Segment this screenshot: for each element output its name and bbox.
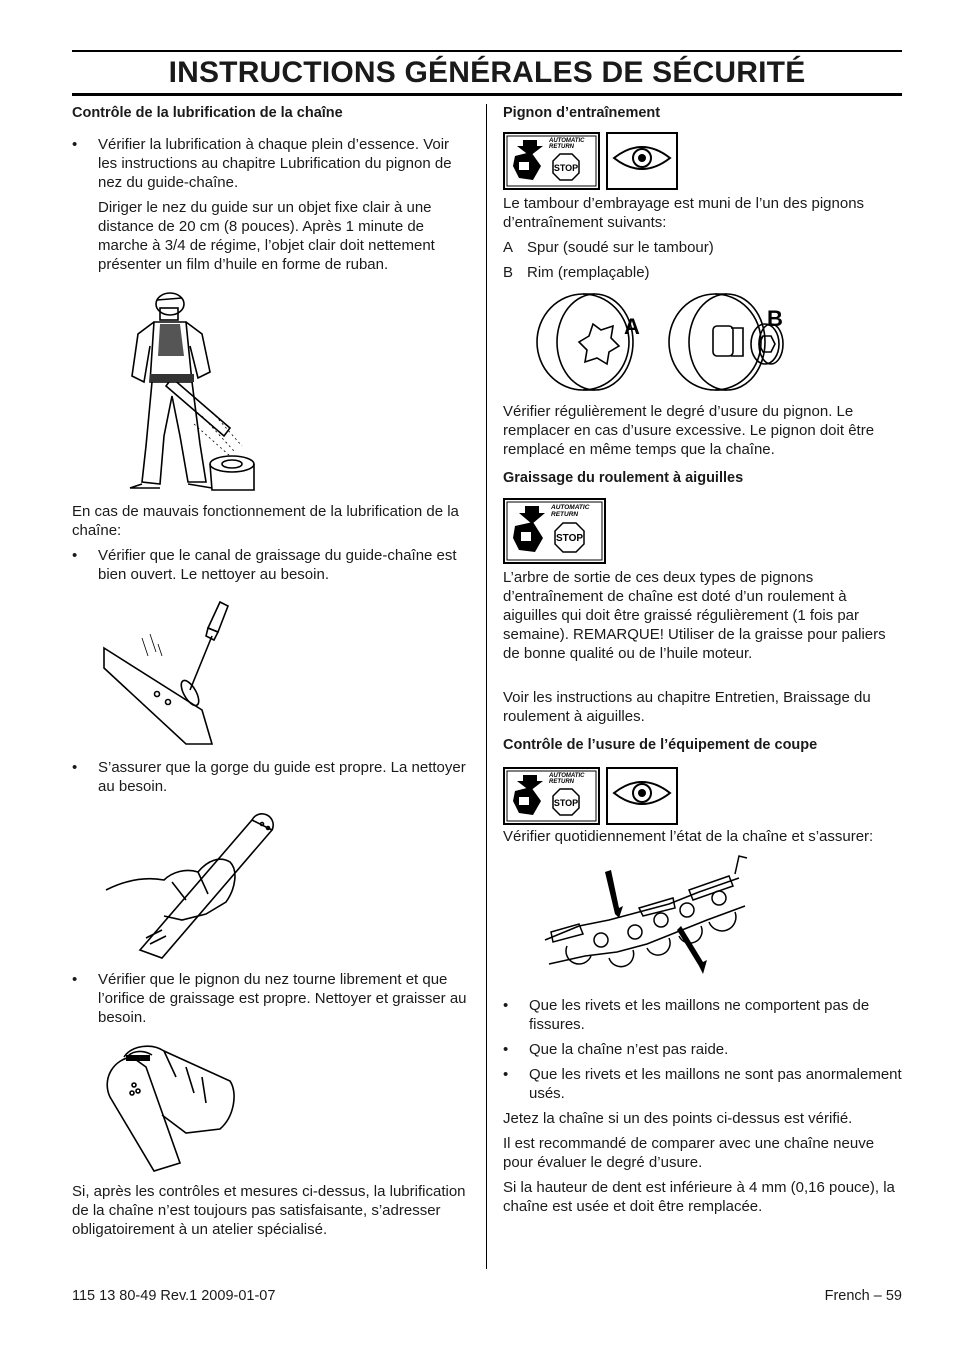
icon2-text-return: RETURN (551, 511, 579, 518)
paragraph-clutch-drum: Le tambour d’embrayage est muni de l’un des pignons d’entraînement suivants: (503, 195, 865, 231)
eye-inspection-icon (606, 132, 678, 190)
heading-chain-lubrication: Contrôle de la lubrification de la chaîne (72, 105, 343, 121)
item-a-letter: A (503, 239, 514, 256)
left-column (72, 100, 472, 1239)
bullet-not-worn: • Que les rivets et les maillons ne sont pas anormalement usés. (503, 1065, 903, 1103)
figure-label-a: A (624, 314, 640, 339)
column-divider (486, 104, 487, 1269)
icon3-text-stop: STOP (553, 798, 579, 808)
icon-text-automatic: AUTOMATIC (549, 138, 585, 144)
automatic-return-stop-icon-3 (503, 767, 600, 825)
page-title: INSTRUCTIONS GÉNÉRALES DE SÉCURITÉ (168, 56, 806, 89)
bullet-no-cracks: • Que les rivets et les maillons ne comportent pas de fissures. (503, 996, 903, 1034)
paragraph-see-maintenance: Voir les instructions au chapitre Entretien, Braissage du roulement à aiguilles. (503, 689, 871, 725)
bullet-not-stiff: • Que la chaîne n’est pas raide. (503, 1040, 903, 1059)
eye-inspection-icon-2 (606, 767, 678, 825)
bullet-bar-groove: • S’assurer que la gorge du guide est propre. La nettoyer au besoin. (72, 758, 472, 796)
paragraph-sprocket-wear: Vérifier régulièrement le degré d’usure du pignon. Le remplacer en cas d’usure excessive. Le pignon doit être remplacé en même temps que la chaîne. (503, 403, 875, 458)
header-bottom-rule (72, 93, 902, 96)
bullet-nose-sprocket: • Vérifier que le pignon du nez tourne librement et que l’orifice de graissage est propre. Nettoyer et graisser au besoin. (72, 970, 472, 1027)
paragraph-oil-film-test: Diriger le nez du guide sur un objet fixe clair à une distance de 20 cm (8 pouces). Après 1 minute de marche à 3/4 de régime, l’objet clair doit nettement présenter un film d’huile en forme de ruban. (98, 199, 435, 273)
chain-wear-illustration (539, 854, 903, 984)
item-a-spur (503, 238, 903, 257)
item-b-text: Rim (remplaçable) (527, 264, 650, 281)
oil-channel-cleaning-illustration (102, 598, 472, 748)
automatic-return-stop-icon-2 (503, 498, 903, 564)
symbol-row-1 (503, 132, 903, 190)
heading-drive-sprocket: Pignon d’entraînement (503, 105, 661, 121)
heading-needle-bearing: Graissage du roulement à aiguilles (503, 470, 744, 486)
footer-doc-ref: 115 13 80-49 Rev.1 2009-01-07 (72, 1288, 276, 1304)
paragraph-output-shaft: L’arbre de sortie de ces deux types de pignons d’entraînement de chaîne est doté d’un roulement à aiguilles qui doit être graissé régulièrement (1 fois par semaine). REMARQUE! Utiliser de la graisse pour paliers de bonne qualité ou de l’huile moteur. (503, 569, 886, 662)
paragraph-malfunction: En cas de mauvais fonctionnement de la lubrification de la chaîne: (72, 503, 459, 539)
operator-oil-test-illustration (102, 286, 472, 496)
icon3-text-return: RETURN (549, 779, 574, 785)
icon-text-return: RETURN (549, 144, 574, 150)
item-b-rim (503, 263, 903, 282)
footer-page-number: French – 59 (824, 1288, 902, 1304)
icon2-text-stop: STOP (555, 533, 584, 544)
paragraph-tooth-height: Si la hauteur de dent est inférieure à 4 mm (0,16 pouce), la chaîne est usée et doit être remplacée. (503, 1179, 895, 1215)
heading-cutting-wear: Contrôle de l’usure de l’équipement de coupe (503, 737, 818, 753)
paragraph-compare-new: Il est recommandé de comparer avec une chaîne neuve pour évaluer le degré d’usure. (503, 1135, 875, 1171)
bullet-check-lubrication: • Vérifier la lubrification à chaque plein d’essence. Voir les instructions au chapitre Lubrification du pignon de nez du guide-chaîne. (72, 135, 472, 192)
bullet-oil-channel: • Vérifier que le canal de graissage du guide-chaîne est bien ouvert. Le nettoyer au besoin. (72, 546, 472, 584)
paragraph-workshop: Si, après les contrôles et mesures ci-dessus, la lubrification de la chaîne n’est toujours pas satisfaisante, s’adresser obligatoirement à un atelier spécialisé. (72, 1183, 466, 1238)
header-top-rule (72, 50, 902, 52)
right-column (503, 100, 903, 1216)
symbol-row-3 (503, 767, 903, 825)
bar-groove-cleaning-illustration (102, 810, 472, 960)
icon3-text-automatic: AUTOMATIC (549, 773, 585, 779)
item-b-letter: B (503, 264, 514, 281)
icon2-text-automatic: AUTOMATIC (551, 504, 590, 511)
paragraph-discard-chain: Jetez la chaîne si un des points ci-dessus est vérifié. (503, 1110, 853, 1127)
automatic-return-stop-icon (503, 132, 600, 190)
nose-sprocket-greasing-illustration (102, 1037, 472, 1172)
sprocket-types-illustration (533, 292, 903, 392)
item-a-text: Spur (soudé sur le tambour) (527, 239, 714, 256)
figure-label-b: B (767, 306, 783, 331)
icon-text-stop: STOP (553, 163, 579, 173)
paragraph-daily-check: Vérifier quotidiennement l’état de la chaîne et s’assurer: (503, 828, 874, 845)
